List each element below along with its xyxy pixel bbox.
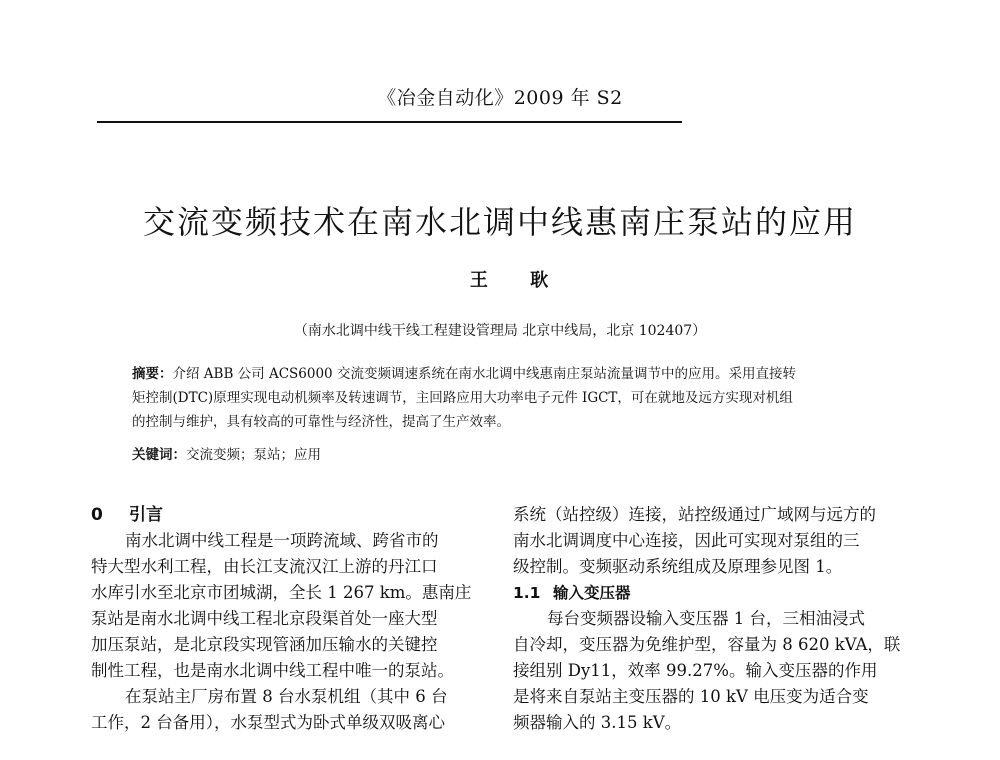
subsection-heading xyxy=(513,580,913,606)
abstract xyxy=(132,362,892,434)
section-title: 引言 xyxy=(129,505,163,525)
section-number: 0 xyxy=(91,505,103,525)
abstract-line: 的控制与维护，具有较高的可靠性与经济性，提高了生产效率。 xyxy=(132,414,510,430)
body-line: 频器输入的 3.15 kV。 xyxy=(513,713,682,732)
body-line: 在泵站主厂房布置 8 台水泵机组（其中 6 台 xyxy=(125,687,448,706)
body-line: 南水北调中线工程是一项跨流域、跨省市的 xyxy=(125,531,439,550)
keywords-text: 交流变频；泵站；应用 xyxy=(186,447,321,463)
keywords xyxy=(132,443,321,463)
left-column xyxy=(91,502,491,736)
author-name: 王 耿 xyxy=(469,270,567,291)
subsection-title: 输入变压器 xyxy=(553,584,631,602)
right-column xyxy=(513,502,913,736)
body-line: 水库引水至北京市团城湖，全长 1 267 km。惠南庄 xyxy=(91,583,472,602)
body-line: 南水北调调度中心连接，因此可实现对泵组的三 xyxy=(513,531,860,550)
abstract-text: 介绍 ABB 公司 ACS6000 交流变频调速系统在南水北调中线惠南庄泵站流量调节中的应用。采用直接转 xyxy=(172,366,796,382)
body-line: 特大型水利工程，由长江支流汉江上游的丹江口 xyxy=(91,557,438,576)
body-line: 级控制。变频驱动系统组成及原理参见图 1。 xyxy=(513,557,843,576)
body-line: 工作，2 台备用），水泵型式为卧式单级双吸离心 xyxy=(91,713,445,732)
subsection-number: 1.1 xyxy=(513,584,541,602)
body-line: 系统（站控级）连接，站控级通过广域网与远方的 xyxy=(513,505,876,524)
body-line: 接组别 Dy11，效率 99.27%。输入变压器的作用 xyxy=(513,661,878,680)
paper-title: 交流变频技术在南水北调中线惠南庄泵站的应用 xyxy=(142,203,857,241)
header-rule xyxy=(97,121,682,123)
body-line: 是将来自泵站主变压器的 10 kV 电压变为适合变 xyxy=(513,687,869,706)
body-line: 每台变频器设输入变压器 1 台，三相油浸式 xyxy=(547,609,865,628)
abstract-line: 矩控制(DTC)原理实现电动机频率及转速调节，主回路应用大功率电子元件 IGCT，可在就地及远方实现对机组 xyxy=(132,390,793,406)
body-line: 泵站是南水北调中线工程北京段渠首处一座大型 xyxy=(91,609,438,628)
body-line: 自冷却，变压器为免维护型，容量为 8 620 kVA，联 xyxy=(513,635,901,654)
body-line: 制性工程，也是南水北调中线工程中唯一的泵站。 xyxy=(91,661,454,680)
abstract-line xyxy=(132,362,892,386)
journal-header: 《冶金自动化》2009 年 S2 xyxy=(377,87,623,109)
abstract-label: 摘要： xyxy=(132,366,173,382)
section-heading xyxy=(91,502,491,528)
body-line: 加压泵站，是北京段实现管涵加压输水的关键控 xyxy=(91,635,438,654)
author-affiliation: （南水北调中线干线工程建设管理局 北京中线局，北京 102407） xyxy=(293,323,707,339)
keywords-label: 关键词： xyxy=(132,447,186,463)
